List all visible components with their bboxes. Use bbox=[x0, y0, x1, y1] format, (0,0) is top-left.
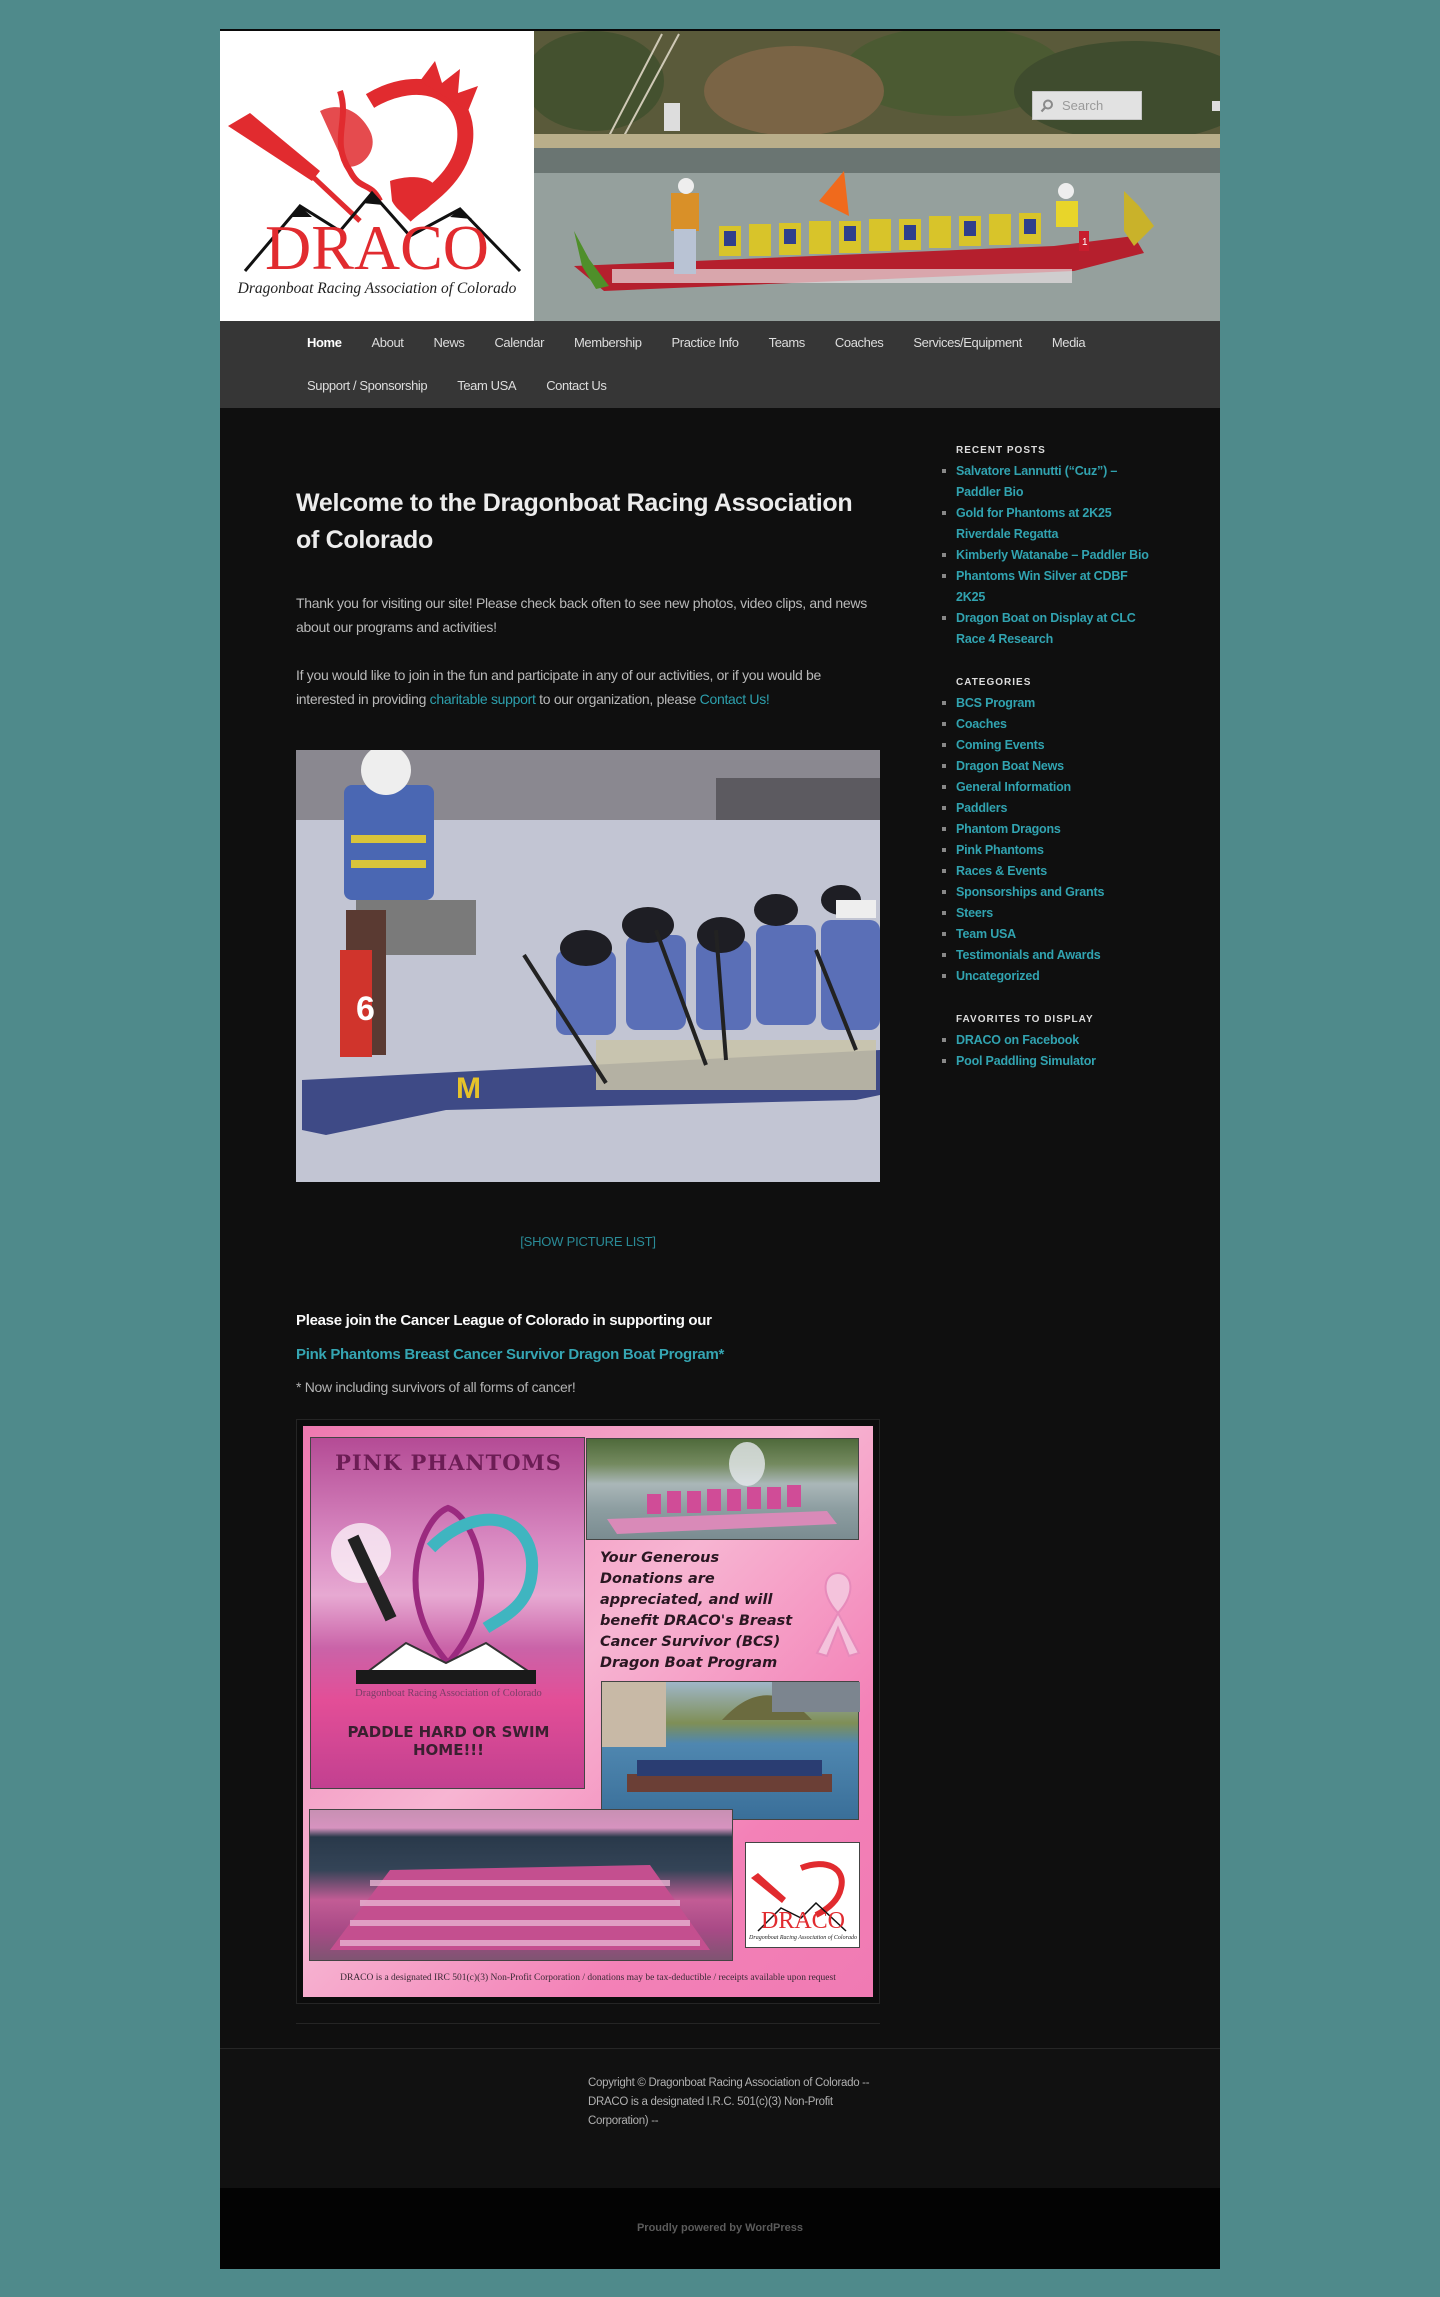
boat-crowd-photo-icon bbox=[310, 1810, 734, 1962]
intro-paragraph: Thank you for visiting our site! Please check back often to see new photos, video clips, and news about our programs and activities! bbox=[296, 595, 867, 635]
page-wrapper bbox=[220, 29, 1220, 2267]
poster-footer-text: DRACO is a designated IRC 501(c)(3) Non-Profit Corporation / donations may be tax-deductible / receipts available upon request bbox=[340, 1973, 836, 1983]
nav-item-contact-us[interactable]: Contact Us bbox=[546, 378, 607, 393]
pink-ribbon-icon bbox=[809, 1568, 867, 1658]
pink-phantoms-program-link[interactable]: Pink Phantoms Breast Cancer Survivor Dragon Boat Program* bbox=[296, 1346, 725, 1363]
nav-item-news[interactable]: News bbox=[433, 335, 465, 350]
content-divider bbox=[296, 2023, 880, 2024]
svg-text:6: 6 bbox=[356, 990, 375, 1028]
nav-item-coaches[interactable]: Coaches bbox=[834, 335, 884, 350]
category-link[interactable]: Paddlers bbox=[956, 798, 1156, 819]
category-link[interactable]: General Information bbox=[956, 777, 1156, 798]
search-icon bbox=[1040, 99, 1054, 113]
search-box[interactable] bbox=[1032, 91, 1142, 120]
contact-us-link[interactable]: Contact Us! bbox=[699, 691, 770, 707]
draco-logo-small-icon bbox=[746, 1843, 861, 1949]
cancer-note: * Now including survivors of all forms of cancer! bbox=[296, 1379, 576, 1395]
svg-text:DRACO: DRACO bbox=[760, 1908, 846, 1934]
recent-post-link[interactable]: Dragon Boat on Display at CLC Race 4 Research bbox=[956, 608, 1156, 650]
category-link[interactable]: Races & Events bbox=[956, 861, 1156, 882]
poster-slogan: PADDLE HARD OR SWIM HOME!!! bbox=[347, 1723, 550, 1759]
show-picture-list-link[interactable]: [SHOW PICTURE LIST] bbox=[520, 1234, 656, 1249]
categories-widget bbox=[956, 677, 1156, 987]
recent-post-link[interactable]: Phantoms Win Silver at CDBF 2K25 bbox=[956, 566, 1156, 608]
svg-text:DRACO: DRACO bbox=[264, 212, 490, 283]
poster-donation-text: Your Generous Donations are appreciated, and will benefit DRACO's Breast Cancer Survivor (BCS) Dragon Boat Program bbox=[600, 1550, 793, 1671]
lake-boat-photo-icon bbox=[602, 1682, 860, 1821]
site-logo-link[interactable] bbox=[220, 31, 534, 321]
poster-association: Dragonboat Racing Association of Colorado bbox=[355, 1688, 542, 1699]
poster-title: PINK PHANTOMS bbox=[335, 1450, 562, 1475]
dragon-boat-photo[interactable] bbox=[296, 750, 880, 1182]
pink-phantoms-poster[interactable] bbox=[296, 1419, 880, 2004]
nav-item-home[interactable]: Home bbox=[307, 335, 342, 350]
page-title: Welcome to the Dragonboat Racing Association of Colorado bbox=[296, 489, 853, 554]
dragon-boat-photo-icon bbox=[296, 750, 880, 1182]
draco-logo-icon bbox=[220, 31, 534, 321]
poster-main-panel bbox=[310, 1437, 585, 1789]
category-link[interactable]: Coming Events bbox=[956, 735, 1156, 756]
favorite-link-simulator[interactable]: Pool Paddling Simulator bbox=[956, 1051, 1156, 1072]
svg-text:1: 1 bbox=[1082, 237, 1088, 248]
join-text-2: to our organization, please bbox=[535, 691, 700, 707]
pink-boat-photo-icon bbox=[587, 1439, 860, 1541]
search-input[interactable] bbox=[1062, 98, 1132, 113]
category-link[interactable]: Uncategorized bbox=[956, 966, 1156, 987]
main-content bbox=[296, 408, 880, 2004]
poster-draco-logo bbox=[745, 1842, 860, 1948]
dragon-boat-banner-icon bbox=[534, 31, 1220, 321]
site-header bbox=[220, 31, 1220, 321]
recent-post-link[interactable]: Kimberly Watanabe – Paddler Bio bbox=[956, 545, 1156, 566]
nav-item-teams[interactable]: Teams bbox=[768, 335, 805, 350]
join-paragraph bbox=[296, 663, 880, 711]
recent-post-link[interactable]: Gold for Phantoms at 2K25 Riverdale Regatta bbox=[956, 503, 1156, 545]
charitable-support-link[interactable]: charitable support bbox=[429, 691, 536, 707]
category-link[interactable]: Phantom Dragons bbox=[956, 819, 1156, 840]
poster-photo-pink-boat bbox=[586, 1438, 859, 1540]
nav-item-membership[interactable]: Membership bbox=[574, 335, 642, 350]
category-link[interactable]: Sponsorships and Grants bbox=[956, 882, 1156, 903]
site-info-bar bbox=[220, 2188, 1220, 2269]
nav-item-calendar[interactable]: Calendar bbox=[494, 335, 544, 350]
site-footer bbox=[220, 2049, 1220, 2188]
category-link[interactable]: Team USA bbox=[956, 924, 1156, 945]
favorites-widget bbox=[956, 1014, 1156, 1072]
header-banner-image bbox=[534, 31, 1220, 321]
category-link[interactable]: Pink Phantoms bbox=[956, 840, 1156, 861]
main-navigation bbox=[220, 321, 1220, 408]
nav-item-services-equipment[interactable]: Services/Equipment bbox=[913, 335, 1022, 350]
nav-item-team-usa[interactable]: Team USA bbox=[457, 378, 517, 393]
nav-item-media[interactable]: Media bbox=[1051, 335, 1086, 350]
poster-canvas bbox=[303, 1426, 873, 1997]
svg-text:Dragonboat Racing Association: Dragonboat Racing Association of Colorado bbox=[749, 1935, 857, 1941]
nav-item-about[interactable]: About bbox=[371, 335, 404, 350]
powered-by-wordpress-link[interactable]: Proudly powered by WordPress bbox=[636, 2222, 804, 2234]
cancer-league-heading: Please join the Cancer League of Colorado in supporting our bbox=[296, 1312, 712, 1329]
category-link[interactable]: BCS Program bbox=[956, 693, 1156, 714]
recent-posts-title: RECENT POSTS bbox=[956, 445, 1046, 456]
poster-photo-boat-crowd bbox=[309, 1809, 733, 1961]
category-link[interactable]: Coaches bbox=[956, 714, 1156, 735]
svg-text:Dragonboat Racing Association: Dragonboat Racing Association of Colorado bbox=[237, 280, 517, 297]
svg-text:M: M bbox=[456, 1072, 481, 1105]
categories-title: CATEGORIES bbox=[956, 677, 1032, 688]
favorite-link-facebook[interactable]: DRACO on Facebook bbox=[956, 1030, 1156, 1051]
poster-photo-lake-boat bbox=[601, 1681, 859, 1820]
favorites-title: FAVORITES TO DISPLAY bbox=[956, 1014, 1094, 1025]
category-link[interactable]: Steers bbox=[956, 903, 1156, 924]
nav-item-support-sponsorship[interactable]: Support / Sponsorship bbox=[307, 378, 428, 393]
recent-posts-widget bbox=[956, 445, 1156, 650]
sidebar bbox=[956, 408, 1156, 1099]
nav-item-practice-info[interactable]: Practice Info bbox=[671, 335, 739, 350]
join-text-1: If you would like to join in the fun and participate in any of our activities, or if you would be interested in providing bbox=[296, 667, 821, 707]
copyright-text: Copyright © Dragonboat Racing Association of Colorado -- DRACO is a designated I.R.C. 501(c)(3) Non-Profit Corporation) -- bbox=[588, 2077, 870, 2127]
recent-post-link[interactable]: Salvatore Lannutti (“Cuz”) – Paddler Bio bbox=[956, 461, 1156, 503]
category-link[interactable]: Testimonials and Awards bbox=[956, 945, 1156, 966]
category-link[interactable]: Dragon Boat News bbox=[956, 756, 1156, 777]
